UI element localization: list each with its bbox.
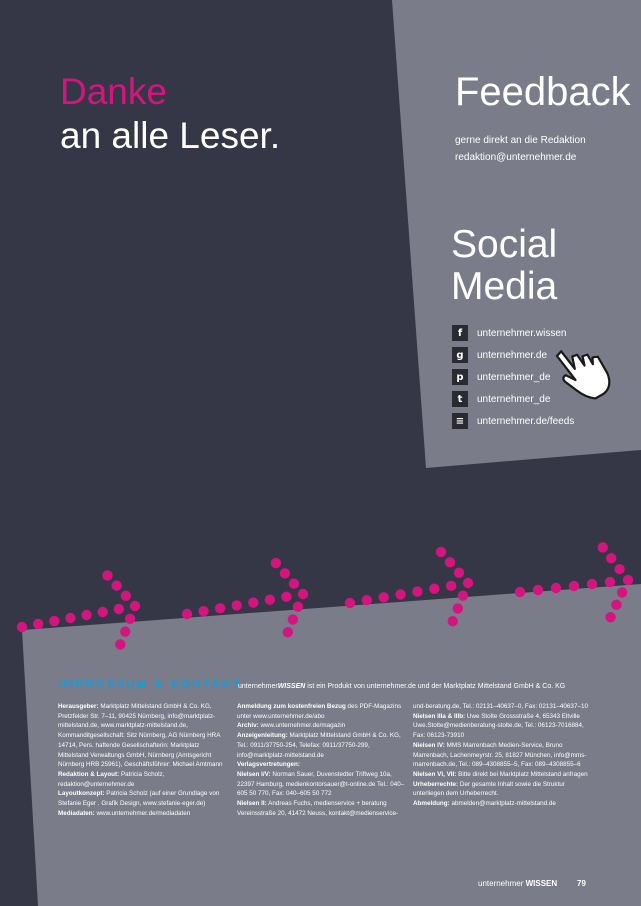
arrow-dot (98, 607, 108, 617)
arrow-dot (617, 587, 627, 597)
social-title-line-1: Social (451, 223, 558, 266)
arrow-dot (458, 591, 468, 601)
social-label: unternehmer.de/feeds (477, 415, 575, 427)
arrow-dot (265, 595, 275, 605)
arrow-dot (429, 584, 439, 594)
impressum-entry (413, 712, 591, 741)
footer-brand-prefix: unternehmer (478, 879, 524, 888)
impressum-entry (237, 702, 409, 721)
impressum-entry (413, 741, 591, 770)
impressum-entry (237, 770, 409, 799)
arrow-dot (120, 626, 130, 636)
arrow-dot (533, 585, 543, 595)
impressum-entry (58, 789, 230, 808)
arrow-dot (111, 580, 121, 590)
facebook-icon: f (452, 325, 468, 341)
headline-leser: an alle Leser. (60, 115, 281, 156)
impressum-entry-text: Norman Sauer, Duvenstedter Triftweg 10a, 22397 Hamburg, medienkontorsauer@t-online.de Tel.: 040–605 50 770, Fax: 040–605 50 772 (237, 770, 405, 798)
google-plus-icon: g (452, 347, 468, 363)
social-links (452, 322, 574, 432)
arrow-dot (281, 592, 291, 602)
impressum-entry-label: Archiv: (237, 722, 259, 730)
impressum-entry-text: Marktplatz Mittelstand GmbH & Co. KG, Tel.: 0911/37750-254, Telefax: 0911/37750-299, info@marktplatz-mittelstand.de (237, 732, 401, 759)
social-label: unternehmer_de (477, 393, 551, 405)
arrow-dot (362, 595, 372, 605)
impressum-entry-label: Verlagsvertretungen: (237, 761, 300, 769)
impressum-entry (58, 770, 230, 789)
arrow-dot (232, 600, 242, 610)
impressum-entry-text: MMS Marrenbach Medien-Service, Bruno Marrenbach, Lachenmeyrstr. 25, 81827 München, info@mms-marrenbach.de, Tel.: 089–4308855–5, Fax: 089–4308855–6 (413, 741, 587, 769)
arrow-dot (283, 627, 293, 637)
arrow-dot (453, 603, 463, 613)
arrow-dot (289, 578, 299, 588)
impressum-entry (237, 799, 409, 818)
arrow-dot (114, 604, 124, 614)
arrow-dot (606, 553, 616, 563)
arrow-dot (412, 586, 422, 596)
arrow-dot (395, 589, 405, 599)
social-title-line-2: Media (451, 265, 558, 308)
impressum-entry-label: Anzeigenleitung: (237, 732, 288, 740)
arrow-dot (81, 610, 91, 620)
arrow-dot (293, 602, 303, 612)
impressum-entry (413, 702, 591, 712)
arrow-dot (446, 581, 456, 591)
arrow-dot (102, 570, 112, 580)
page-number: 79 (577, 879, 586, 888)
arrow-dot (271, 558, 281, 568)
social-link-rss-feed[interactable] (452, 410, 574, 432)
impressum-entry-label: Layoutkonzept: (58, 790, 105, 798)
impressum-entry (237, 731, 409, 760)
social-label: unternehmer_de (477, 371, 551, 383)
feedback-line-1: gerne direkt an die Redaktion (455, 135, 586, 146)
impressum-entry-label: Nielsen I/V: (237, 770, 271, 778)
arrow-dot (454, 567, 464, 577)
social-link-google-plus[interactable] (452, 344, 574, 366)
impressum-entry-label: Nielsen VI, VII: (413, 770, 457, 778)
impressum-column-2 (237, 702, 409, 818)
product-line (238, 683, 565, 690)
social-link-twitter[interactable] (452, 388, 574, 410)
footer-brand (478, 879, 557, 888)
social-label: unternehmer.de (477, 349, 548, 361)
arrow-dot (587, 579, 597, 589)
product-line-rest: ist ein Produkt von unternehmer.de und der Marktplatz Mittelstand GmbH & Co. KG (305, 683, 566, 690)
impressum-entry-label: Redaktion & Layout: (58, 770, 120, 778)
impressum-entry (413, 770, 591, 780)
arrow-dot (17, 622, 27, 632)
arrow-dot (463, 578, 473, 588)
impressum-column-3 (413, 702, 591, 809)
arrow-dot (436, 547, 446, 557)
social-media-title (451, 224, 557, 308)
arrow-dot (215, 603, 225, 613)
arrow-dot (125, 614, 135, 624)
impressum-entry-text: www.unternehmer.de/magazin (258, 722, 346, 730)
arrow-dot (345, 598, 355, 608)
impressum-entry (58, 702, 230, 770)
feedback-text (455, 132, 586, 166)
arrow-dot (115, 639, 125, 649)
arrow-dot (611, 600, 621, 610)
impressum-entry-label: Herausgeber: (58, 703, 99, 710)
arrow-dot (198, 606, 208, 616)
impressum-column-1 (58, 702, 230, 818)
impressum-entry-label: Nielsen IIIa & IIIb: (413, 712, 466, 720)
arrow-dot (280, 568, 290, 578)
impressum-entry-text: abmelden@marktplatz-mittelstand.de (449, 800, 556, 808)
social-label: unternehmer.wissen (477, 327, 567, 339)
arrow-dot (298, 589, 308, 599)
headline-danke: Danke (60, 71, 167, 112)
impressum-entry-text: Patricia Scholz, redaktion@unternehmer.de (58, 770, 165, 788)
arrow-dot (121, 591, 131, 601)
impressum-entry-text: Marktplatz Mittelstand GmbH & Co. KG, Pretzfelder Str. 7–11, 90425 Nürnberg, info@marktplatz-mittelstand.de, www.marktplatz-mittelstand.de, Kommanditgesellschaft: Sitz Nürnberg, AG Nürnberg HRA 14714, Pers. haftende Gesellschafterin: Marktplatz Mittelstand Verwaltungs GmbH, Nürnberg (Amtsgericht Nürnberg HRB 25961), Geschäftsführer: Michael Amtmann (58, 703, 223, 769)
impressum-entry-text: Uwe Stolte Grossstraße 4, 65343 Eltville Uwe.Stolte@medienberatung-stolte.de, Tel.: 06123-7016884, Fax: 06123-73910 (413, 712, 584, 740)
arrow-dot (445, 557, 455, 567)
arrow-dot (515, 587, 525, 597)
feedback-title: Feedback (455, 70, 631, 114)
impressum-entry-label: Abmeldung: (413, 800, 450, 808)
arrow-dot (182, 609, 192, 619)
impressum-entry-label: Urheberrechte: (413, 780, 459, 788)
impressum-entry-label: Anmeldung zum kostenfreien Bezug (237, 703, 346, 710)
arrow-dot (551, 583, 561, 593)
impressum-entry-text: Der gesamte Inhalt sowie die Struktur unterliegen dem Urheberrecht. (413, 780, 565, 798)
impressum-entry-text: und-beratung.de, Tel.: 02131–40637–0, Fax: 02131–40637–10 (413, 703, 588, 710)
arrow-dot (605, 612, 615, 622)
arrow-dot (605, 577, 615, 587)
arrow-dot (379, 592, 389, 602)
arrow-dot (569, 581, 579, 591)
arrow-dot (248, 597, 258, 607)
impressum-entry-text: Andreas Fuchs, medienservice + beratung Vereinsstraße 20, 41472 Neuss, kontakt@medienservice- (237, 800, 399, 817)
feedback-email[interactable]: redaktion@unternehmer.de (455, 152, 577, 163)
arrow-dot (130, 601, 140, 611)
impressum-entry (413, 780, 591, 799)
arrow-dot (65, 613, 75, 623)
social-link-pinterest[interactable] (452, 366, 574, 388)
impressum-title: IMPRESSUM & KONTAKT (58, 677, 242, 691)
arrow-dot (598, 542, 608, 552)
impressum-entry-text: des PDF-Magazins unter www.unternehmer.de/abo (237, 703, 402, 720)
arrow-dot (448, 616, 458, 626)
impressum-entry-text: Patricia Scholz (auf einer Grundlage von Stefanie Eger . Grafik Design, www.stefanie-eger.de) (58, 790, 220, 808)
twitter-icon: t (452, 391, 468, 407)
arrow-dot (33, 619, 43, 629)
impressum-entry-text: Bitte direkt bei Marktplatz Mittelstand anfragen (456, 770, 588, 778)
footer-brand-suffix: WISSEN (525, 879, 558, 888)
arrow-dot (623, 575, 633, 585)
impressum-entry (413, 799, 591, 809)
social-link-facebook[interactable] (452, 322, 574, 344)
arrow-dot (614, 564, 624, 574)
product-line-prefix: unternehmer (238, 683, 278, 690)
impressum-entry (237, 721, 409, 731)
impressum-entry-label: Nielsen IV: (413, 741, 445, 749)
impressum-entry-label: Mediadaten: (58, 809, 95, 817)
impressum-entry-text: www.unternehmer.de/mediadaten (94, 809, 191, 817)
arrow-dot (49, 616, 59, 626)
product-line-brand: WISSEN (277, 683, 306, 690)
pinterest-icon: p (452, 369, 468, 385)
impressum-entry (237, 760, 409, 770)
impressum-entry-label: Nielsen II: (237, 800, 267, 808)
arrow-dot (288, 614, 298, 624)
impressum-entry (58, 809, 230, 819)
rss-feed-icon: ≡ (452, 413, 468, 429)
